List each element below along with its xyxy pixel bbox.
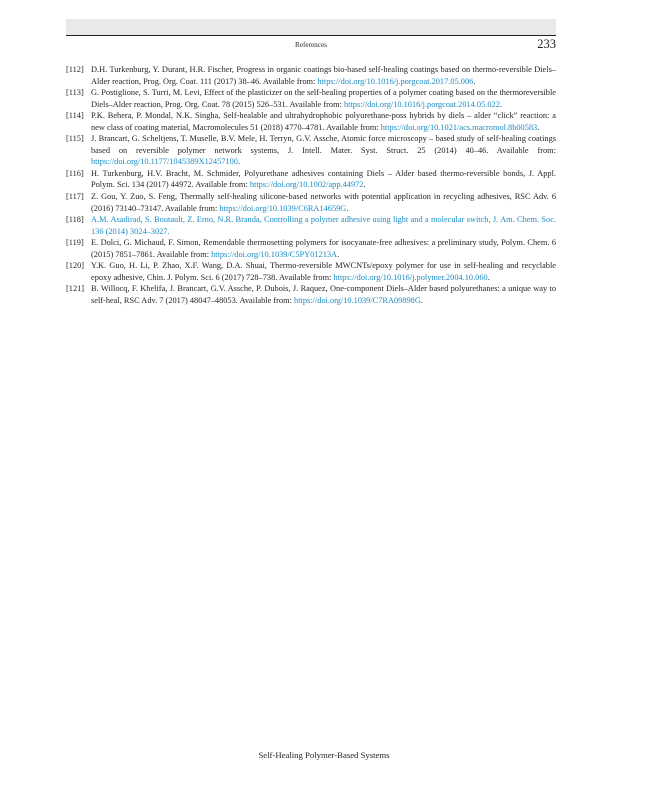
reference-text: P.K. Behera, P. Mondal, N.K. Singha, Self-healable and ultrahydrophobic polyurethane-poss hybrids by diels – alder “click” reaction: a new class of coating material, Macromolecules 51 (2018) 4770–4781. Available from: [91,111,556,132]
reference-end: . [487,272,490,282]
doi-link[interactable]: https://doi.org/10.1021/acs.macromol.8b00583 [380,122,538,132]
reference-text: G. Postiglione, S. Turri, M. Levi, Effect of the plasticizer on the self-healing properties of a polymer coating based on the thermoreversible Diels–Alder reaction, Prog. Org. Coat. 78 (2015) 526–531. Available from: [91,88,556,109]
reference-item [66,133,556,168]
reference-number: [119] [66,238,84,248]
reference-number: [117] [66,192,84,202]
reference-number: [114] [66,111,84,121]
reference-end: . [420,295,423,305]
reference-text: Y.K. Guo, H. Li, P. Zhao, X.F. Wang, D.A. Shuai, Thermo-reversible MWCNTs/epoxy polymer for use in self-healing and recyclable epoxy adhesive, Chin. J. Polym. Sci. 6 (2017) 728–738. Available from: [91,261,556,282]
reference-end: . [537,122,540,132]
reference-end: . [363,180,366,190]
reference-item [66,191,556,214]
doi-link[interactable]: https://doi.org/10.1002/app.44972 [249,180,364,190]
reference-text: B. Willocq, F. Khelifa, J. Brancart, G.V. Assche, P. Dubois, J. Raquez, One-component Diels–Alder based polyurethanes: a unique way to self-heal, RSC Adv. 7 (2017) 48047–48053. Available from: [91,284,556,305]
reference-text: D.H. Turkenburg, Y. Durant, H.R. Fischer, Progress in organic coatings bio-based self-healing coatings based on thermo-reversible Diels–Alder reaction, Prog. Org. Coat. 111 (2017) 38–46. Available from: [91,65,556,86]
reference-item [66,64,556,87]
reference-item [66,237,556,260]
reference-item [66,283,556,306]
reference-item [66,168,556,191]
reference-number: [118] [66,215,84,225]
doi-link[interactable]: https://doi.org/10.1039/C6RA14659G [219,203,347,213]
header-rule [66,35,556,36]
doi-link[interactable]: https://doi.org/10.1016/j.porgcoat.2014.05.022 [343,99,500,109]
running-header [66,37,556,56]
reference-link[interactable]: A.M. Asadirad, S. Boutault, Z. Erno, N.R. Branda, Controlling a polymer adhesive using light and a molecular switch, J. Am. Chem. Soc. 136 (2014) 3024–3027. [91,215,556,236]
reference-number: [121] [66,284,85,294]
doi-link[interactable]: https://doi.org/10.1016/j.polymer.2004.10.060 [333,272,488,282]
section-title: References [295,41,327,49]
reference-number: [116] [66,168,84,178]
book-title-footer: Self-Healing Polymer-Based Systems [258,750,390,760]
reference-number: [113] [66,88,84,98]
reference-end: . [237,157,241,167]
reference-number: [120] [66,261,85,271]
reference-item [66,260,556,283]
reference-text: H. Turkenburg, H.V. Bracht, M. Schmider, Polyurethane adhesives containing Diels – Alder based thermo-reversible bonds, J. Appl. Polym. Sci. 134 (2017) 44972. Available from: [91,168,556,190]
reference-item [66,110,556,133]
reference-end: . [346,203,349,213]
reference-number: [115] [66,134,84,144]
reference-list [66,64,556,306]
doi-link[interactable]: https://doi.org/10.1016/j.porgcoat.2017.05.006 [317,76,474,86]
reference-end: . [473,76,476,86]
reference-item [66,214,556,237]
header-bar [66,19,556,35]
reference-number: [112] [66,65,84,74]
doi-link[interactable]: https://doi.org/10.1039/C7RA09898G [294,295,421,305]
page-number: 233 [537,37,556,51]
reference-item [66,87,556,110]
reference-text: Z. Gou, Y. Zuo, S. Feng, Thermally self-healing silicone-based networks with potential application in recycling adhesives, RSC Adv. 6 (2016) 73140–73147. Available from: [91,192,556,213]
reference-text: J. Brancart, G. Scheltjens, T. Muselle, B.V. Mele, H. Terryn, G.V. Assche, Atomic force microscopy – based study of self-healing coatings based on reversible polymer network systems, J. Intell. Mater. Syst. Struct. 25 (2014) 40–46. Available from: [91,134,556,155]
doi-link[interactable]: https://doi.org/10.1177/1045389X12457100 [91,157,238,167]
reference-text: E. Dolci, G. Michaud, F. Simon, Remendable thermosetting polymers for isocyanate-free adhesives: a preliminary study, Polym. Chem. 6 (2015) 7851–7861. Available from: [91,238,556,259]
doi-link[interactable]: https://doi.org/10.1039/C5PY01213A [211,249,338,259]
reference-end: . [499,99,502,109]
reference-end: . [337,249,340,259]
